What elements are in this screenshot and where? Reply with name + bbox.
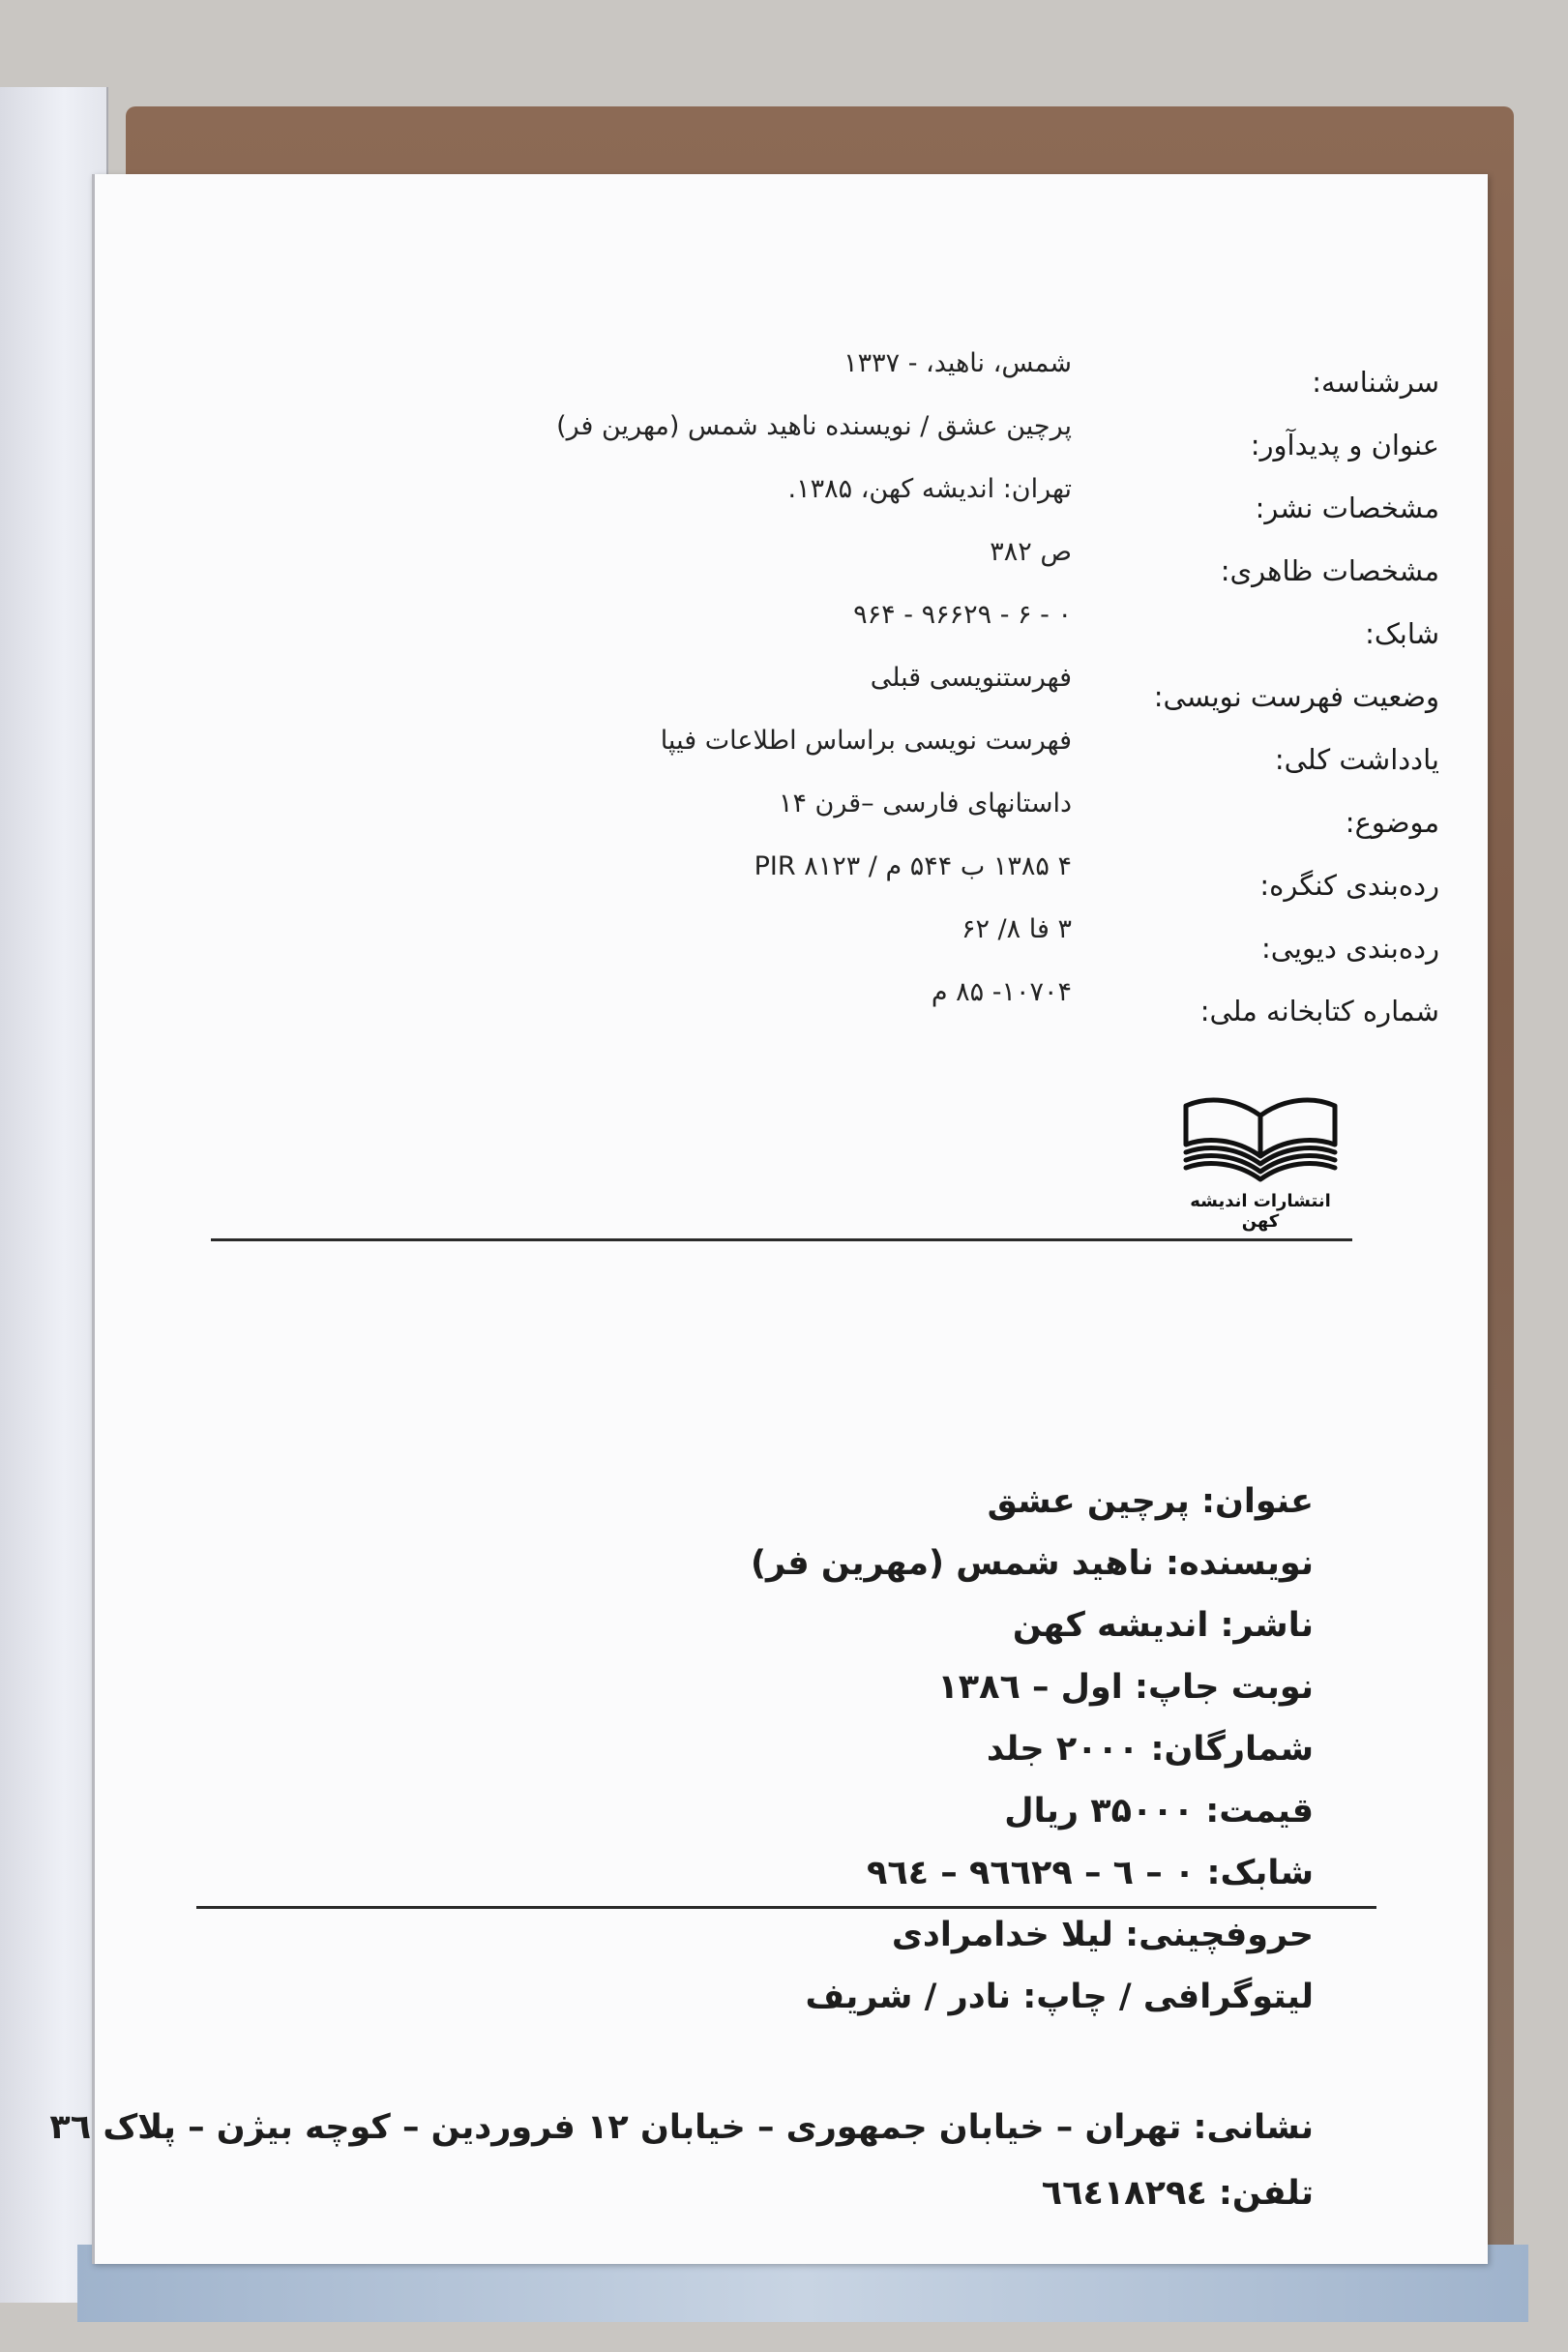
cip-row-lc-class — [337, 851, 1439, 914]
cip-row-national-library — [337, 977, 1439, 1040]
imprint-print-run: شمارگان: ۲۰۰۰ جلد — [986, 1730, 1314, 1769]
imprint-block — [250, 1471, 1314, 2028]
publisher-logo-text: انتشارات اندیشه کهن — [1190, 1191, 1331, 1232]
cip-label: مشخصات ظاهری: — [1220, 554, 1439, 587]
imprint-typesetting: حروفچینی: لیلا خدامرادی — [891, 1916, 1314, 1954]
imprint-isbn: شابک: ۰ – ٦ – ۹٦٦۲۹ – ۹٦٤ — [866, 1854, 1314, 1892]
address-line: نشانی: تهران – خیابان جمهوری – خیابان ۱۲ فروردین – کوچه بیژن – پلاک ۳٦ — [49, 2108, 1314, 2147]
cip-row-title — [337, 411, 1439, 474]
cip-label: شماره کتابخانه ملی: — [1199, 995, 1439, 1027]
cip-row-publication — [337, 474, 1439, 537]
cip-row-status — [337, 663, 1439, 726]
cip-row-dewey — [337, 914, 1439, 977]
cip-label: مشخصات نشر: — [1255, 491, 1439, 524]
cip-label: وضعیت فهرست نویسی: — [1153, 680, 1439, 713]
phone-line: تلفن: ٦٦٤١٨٢٩٤ — [1041, 2174, 1314, 2213]
cip-value: ۳ فا ۸/ ۶۲ — [961, 914, 1072, 944]
cip-label: سرشناسه: — [1312, 366, 1439, 399]
divider-bottom — [196, 1906, 1376, 1909]
cip-value: فهرستنویسی قبلی — [870, 663, 1072, 693]
imprint-edition: نوبت جاپ: اول – ۱۳۸٦ — [937, 1668, 1314, 1707]
publisher-logo — [1169, 1088, 1352, 1232]
cip-row-note — [337, 726, 1439, 789]
cip-value: شمس، ناهید، - ۱۳۳۷ — [843, 348, 1072, 378]
cip-value: ۴ ۱۳۸۵ ب ۵۴۴ م / ۸۱۲۳ PIR — [754, 851, 1072, 881]
imprint-title: عنوان: پرچین عشق — [987, 1482, 1314, 1521]
cip-value: ۱۰۷۰۴- ۸۵ م — [931, 977, 1072, 1007]
cip-value: تهران: اندیشه کهن، ۱۳۸۵. — [787, 474, 1072, 504]
imprint-publisher: ناشر: اندیشه کهن — [1012, 1606, 1314, 1645]
cip-value: فهرست نویسی براساس اطلاعات فیپا — [660, 726, 1072, 756]
cip-row-isbn — [337, 600, 1439, 663]
cataloging-in-publication — [337, 348, 1439, 1040]
cip-label: موضوع: — [1345, 806, 1439, 839]
divider-top — [211, 1238, 1352, 1241]
cip-value: ۰ - ۶ - ۹۶۶۲۹ - ۹۶۴ — [853, 600, 1072, 630]
cip-value: داستانهای فارسی –قرن ۱۴ — [778, 789, 1072, 819]
open-book-icon — [1178, 1088, 1343, 1185]
book-page — [49, 174, 1488, 2264]
imprint-price: قیمت: ۳۵۰۰۰ ریال — [1004, 1792, 1314, 1831]
cip-label: رده‌بندی کنگره: — [1259, 869, 1439, 902]
cip-label: رده‌بندی دیویی: — [1260, 932, 1439, 965]
cip-row-physical — [337, 537, 1439, 600]
cip-label: شابک: — [1365, 617, 1439, 650]
cip-row-main-entry — [337, 348, 1439, 411]
address-block — [49, 2095, 1314, 2226]
imprint-author: نویسنده: ناهید شمس (مهرین فر) — [750, 1544, 1314, 1583]
cip-row-subject — [337, 789, 1439, 851]
cip-label: یادداشت کلی: — [1274, 743, 1439, 776]
imprint-printing: لیتوگرافی / چاپ: نادر / شریف — [805, 1978, 1314, 2016]
cip-label: عنوان و پدیدآور: — [1250, 429, 1439, 461]
cip-value: پرچین عشق / نویسنده ناهید شمس (مهرین فر) — [556, 411, 1072, 441]
cip-value: ص ۳۸۲ — [990, 537, 1072, 567]
